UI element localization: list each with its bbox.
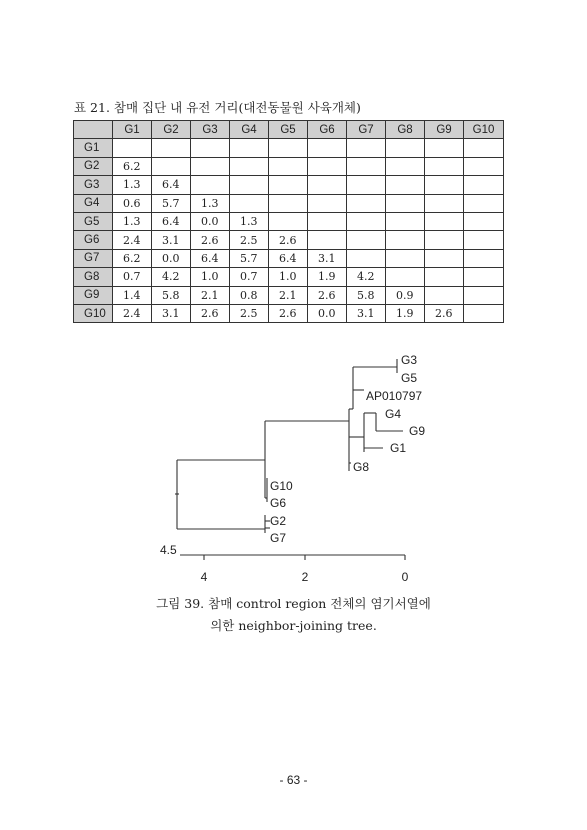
distance-cell: 2.4 (113, 304, 152, 322)
distance-cell: 1.3 (230, 212, 269, 230)
table-row (74, 157, 504, 175)
distance-cell: 1.4 (113, 286, 152, 304)
distance-cell: 6.4 (269, 249, 308, 267)
axis-tick-label: 4 (200, 570, 208, 584)
table-row (74, 176, 504, 194)
distance-cell: 1.3 (191, 194, 230, 212)
distance-cell (308, 231, 347, 249)
column-header: G7 (347, 121, 386, 139)
axis-tick-label: 2 (301, 570, 309, 584)
distance-cell (191, 176, 230, 194)
distance-cell: 2.6 (425, 304, 464, 322)
distance-cell (308, 212, 347, 230)
distance-cell (347, 249, 386, 267)
distance-cell: 3.1 (308, 249, 347, 267)
distance-cell: 0.7 (113, 268, 152, 286)
table-row (74, 249, 504, 267)
distance-cell: 0.7 (230, 268, 269, 286)
column-header: G9 (425, 121, 464, 139)
distance-cell: 3.1 (152, 231, 191, 249)
distance-cell: 0.0 (152, 249, 191, 267)
column-header: G3 (191, 121, 230, 139)
distance-cell: 6.4 (152, 176, 191, 194)
distance-cell (269, 139, 308, 157)
distance-cell (152, 139, 191, 157)
distance-cell (464, 194, 504, 212)
distance-cell (191, 139, 230, 157)
row-header: G8 (74, 268, 113, 286)
distance-cell (308, 139, 347, 157)
distance-cell (425, 157, 464, 175)
row-header: G7 (74, 249, 113, 267)
table-body (74, 139, 504, 323)
distance-cell: 1.9 (308, 268, 347, 286)
distance-cell: 2.5 (230, 231, 269, 249)
distance-cell (425, 194, 464, 212)
table-corner-cell (74, 121, 113, 139)
distance-scale-axis (160, 543, 409, 584)
table-row (74, 194, 504, 212)
distance-cell (113, 139, 152, 157)
distance-cell: 6.4 (152, 212, 191, 230)
distance-cell: 2.5 (230, 304, 269, 322)
distance-cell (347, 231, 386, 249)
distance-cell: 5.8 (152, 286, 191, 304)
distance-cell (230, 157, 269, 175)
row-header: G6 (74, 231, 113, 249)
axis-tick-label: 0 (401, 570, 409, 584)
distance-cell (347, 176, 386, 194)
distance-cell (425, 286, 464, 304)
leaf-label-g6: G6 (270, 496, 287, 510)
table-header-row (74, 121, 504, 139)
distance-cell: 2.4 (113, 231, 152, 249)
distance-cell (386, 194, 425, 212)
distance-cell (269, 176, 308, 194)
distance-cell: 3.1 (152, 304, 191, 322)
distance-cell (464, 139, 504, 157)
row-header: G5 (74, 212, 113, 230)
distance-cell: 5.7 (152, 194, 191, 212)
distance-cell: 4.2 (347, 268, 386, 286)
column-header: G8 (386, 121, 425, 139)
leaf-label-g7: G7 (270, 531, 287, 545)
distance-cell: 5.8 (347, 286, 386, 304)
distance-cell (347, 139, 386, 157)
column-header: G6 (308, 121, 347, 139)
distance-cell (464, 231, 504, 249)
distance-cell: 2.1 (191, 286, 230, 304)
distance-cell: 1.3 (113, 176, 152, 194)
leaf-label-g3: G3 (401, 353, 418, 367)
distance-cell (347, 212, 386, 230)
distance-cell: 0.0 (191, 212, 230, 230)
distance-cell (464, 212, 504, 230)
distance-cell: 1.9 (386, 304, 425, 322)
distance-cell: 6.4 (191, 249, 230, 267)
distance-cell: 4.2 (152, 268, 191, 286)
row-header: G10 (74, 304, 113, 322)
leaf-label-g2: G2 (270, 514, 287, 528)
row-header: G9 (74, 286, 113, 304)
distance-cell: 1.3 (113, 212, 152, 230)
leaf-label-ap010797: AP010797 (366, 389, 423, 403)
row-header: G3 (74, 176, 113, 194)
distance-cell: 0.6 (113, 194, 152, 212)
distance-cell: 6.2 (113, 157, 152, 175)
distance-cell (425, 176, 464, 194)
distance-cell (230, 139, 269, 157)
column-header: G1 (113, 121, 152, 139)
tree-branches (175, 359, 403, 533)
distance-cell (269, 194, 308, 212)
distance-cell (386, 139, 425, 157)
row-header: G1 (74, 139, 113, 157)
distance-cell: 2.6 (308, 286, 347, 304)
genetic-distance-table (73, 120, 504, 323)
distance-cell: 2.1 (269, 286, 308, 304)
figure-caption-line2: 의한 neighbor-joining tree. (210, 618, 377, 633)
table-caption: 표 21. 참매 집단 내 유전 거리(대전동물원 사육개체) (74, 100, 361, 115)
leaf-label-g4: G4 (385, 407, 402, 421)
row-header: G4 (74, 194, 113, 212)
distance-cell (386, 268, 425, 286)
column-header: G10 (464, 121, 504, 139)
leaf-label-g5: G5 (401, 371, 418, 385)
distance-cell: 0.0 (308, 304, 347, 322)
distance-cell: 5.7 (230, 249, 269, 267)
distance-cell (464, 304, 504, 322)
neighbor-joining-tree (150, 345, 440, 590)
distance-cell (269, 212, 308, 230)
table-row (74, 304, 504, 322)
leaf-label-g10: G10 (270, 479, 293, 493)
distance-cell (425, 231, 464, 249)
distance-cell: 1.0 (191, 268, 230, 286)
distance-cell (152, 157, 191, 175)
distance-cell (230, 194, 269, 212)
table-row (74, 212, 504, 230)
table-row (74, 231, 504, 249)
leaf-label-g1: G1 (390, 441, 407, 455)
column-header: G2 (152, 121, 191, 139)
distance-cell (386, 249, 425, 267)
distance-cell (308, 157, 347, 175)
row-header: G2 (74, 157, 113, 175)
distance-cell: 0.8 (230, 286, 269, 304)
distance-cell (464, 268, 504, 286)
scale-value-label: 4.5 (160, 543, 177, 557)
distance-cell (269, 157, 308, 175)
distance-cell: 2.6 (191, 231, 230, 249)
distance-cell: 2.6 (269, 304, 308, 322)
distance-cell (386, 212, 425, 230)
distance-cell (230, 176, 269, 194)
table-row (74, 139, 504, 157)
distance-cell: 1.0 (269, 268, 308, 286)
distance-cell: 2.6 (269, 231, 308, 249)
distance-cell (191, 157, 230, 175)
distance-cell (464, 249, 504, 267)
column-header: G5 (269, 121, 308, 139)
distance-cell (347, 194, 386, 212)
page-number: - 63 - (279, 773, 308, 787)
distance-cell (308, 194, 347, 212)
distance-cell: 3.1 (347, 304, 386, 322)
distance-cell (386, 176, 425, 194)
distance-cell: 2.6 (191, 304, 230, 322)
distance-cell (425, 268, 464, 286)
leaf-label-g9: G9 (409, 424, 426, 438)
distance-cell (308, 176, 347, 194)
table-row (74, 286, 504, 304)
distance-cell (386, 231, 425, 249)
distance-cell (386, 157, 425, 175)
distance-cell (464, 176, 504, 194)
table-row (74, 268, 504, 286)
distance-cell: 6.2 (113, 249, 152, 267)
leaf-label-g8: G8 (353, 460, 370, 474)
tree-leaf-labels (270, 353, 425, 545)
distance-cell (464, 286, 504, 304)
distance-cell (464, 157, 504, 175)
column-header: G4 (230, 121, 269, 139)
distance-cell (425, 249, 464, 267)
distance-cell: 0.9 (386, 286, 425, 304)
distance-cell (347, 157, 386, 175)
distance-cell (425, 212, 464, 230)
figure-caption-line1: 그림 39. 참매 control region 전체의 염기서열에 (156, 596, 431, 611)
distance-cell (425, 139, 464, 157)
